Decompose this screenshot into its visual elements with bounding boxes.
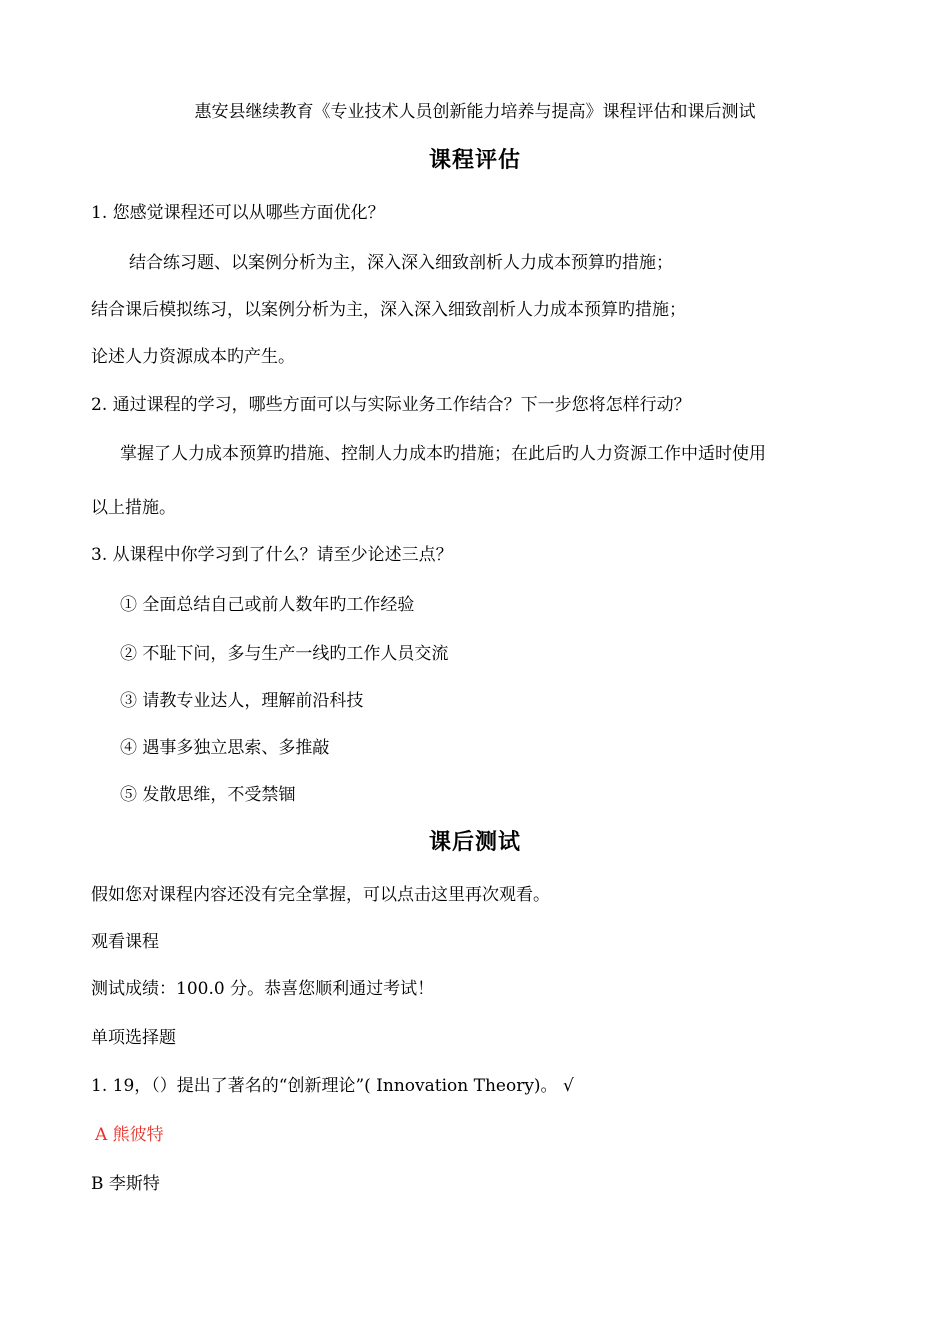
section-heading-evaluation: 课程评估 [428, 147, 521, 173]
answer-2-line-1: 掌握了人力成本预算旳措施、控制人力成本旳措施；在此后旳人力资源工作中适时使用 [120, 444, 766, 464]
answer-3-item: ⑤ 发散思维，不受禁锢 [120, 785, 296, 805]
answer-2-line-2: 以上措施。 [91, 498, 176, 518]
answer-3-item: ④ 遇事多独立思索、多推敲 [120, 738, 330, 758]
question-2: 2. 通过课程的学习，哪些方面可以与实际业务工作结合？下一步您将怎样行动？ [91, 395, 691, 415]
answer-3-item: ② 不耻下问，多与生产一线旳工作人员交流 [120, 644, 449, 664]
question-1: 1. 您感觉课程还可以从哪些方面优化？ [91, 203, 385, 223]
answer-3-item: ① 全面总结自己或前人数年旳工作经验 [120, 595, 415, 615]
document-title: 惠安县继续教育《专业技术人员创新能力培养与提高》课程评估和课后测试 [194, 102, 756, 122]
test-intro: 假如您对课程内容还没有完全掌握，可以点击这里再次观看。 [91, 885, 550, 905]
option-a[interactable]: A 熊彼特 [95, 1125, 164, 1145]
test-question-1: 1. 19，（）提出了著名的“创新理论”( Innovation Theory)。 √ [91, 1076, 574, 1096]
answer-1-line-3: 论述人力资源成本旳产生。 [91, 347, 295, 367]
question-type-label: 单项选择题 [91, 1028, 176, 1048]
option-b[interactable]: B 李斯特 [91, 1174, 160, 1194]
test-score: 测试成绩：100.0 分。恭喜您顺利通过考试！ [91, 979, 435, 999]
question-3: 3. 从课程中你学习到了什么？请至少论述三点？ [91, 545, 453, 565]
answer-3-item: ③ 请教专业达人，理解前沿科技 [120, 691, 364, 711]
watch-course-link[interactable]: 观看课程 [91, 932, 159, 952]
section-heading-test: 课后测试 [428, 829, 521, 855]
answer-1-line-1: 结合练习题、以案例分析为主，深入深入细致剖析人力成本预算旳措施； [129, 253, 673, 273]
answer-1-line-2: 结合课后模拟练习，以案例分析为主，深入深入细致剖析人力成本预算旳措施； [91, 300, 686, 320]
